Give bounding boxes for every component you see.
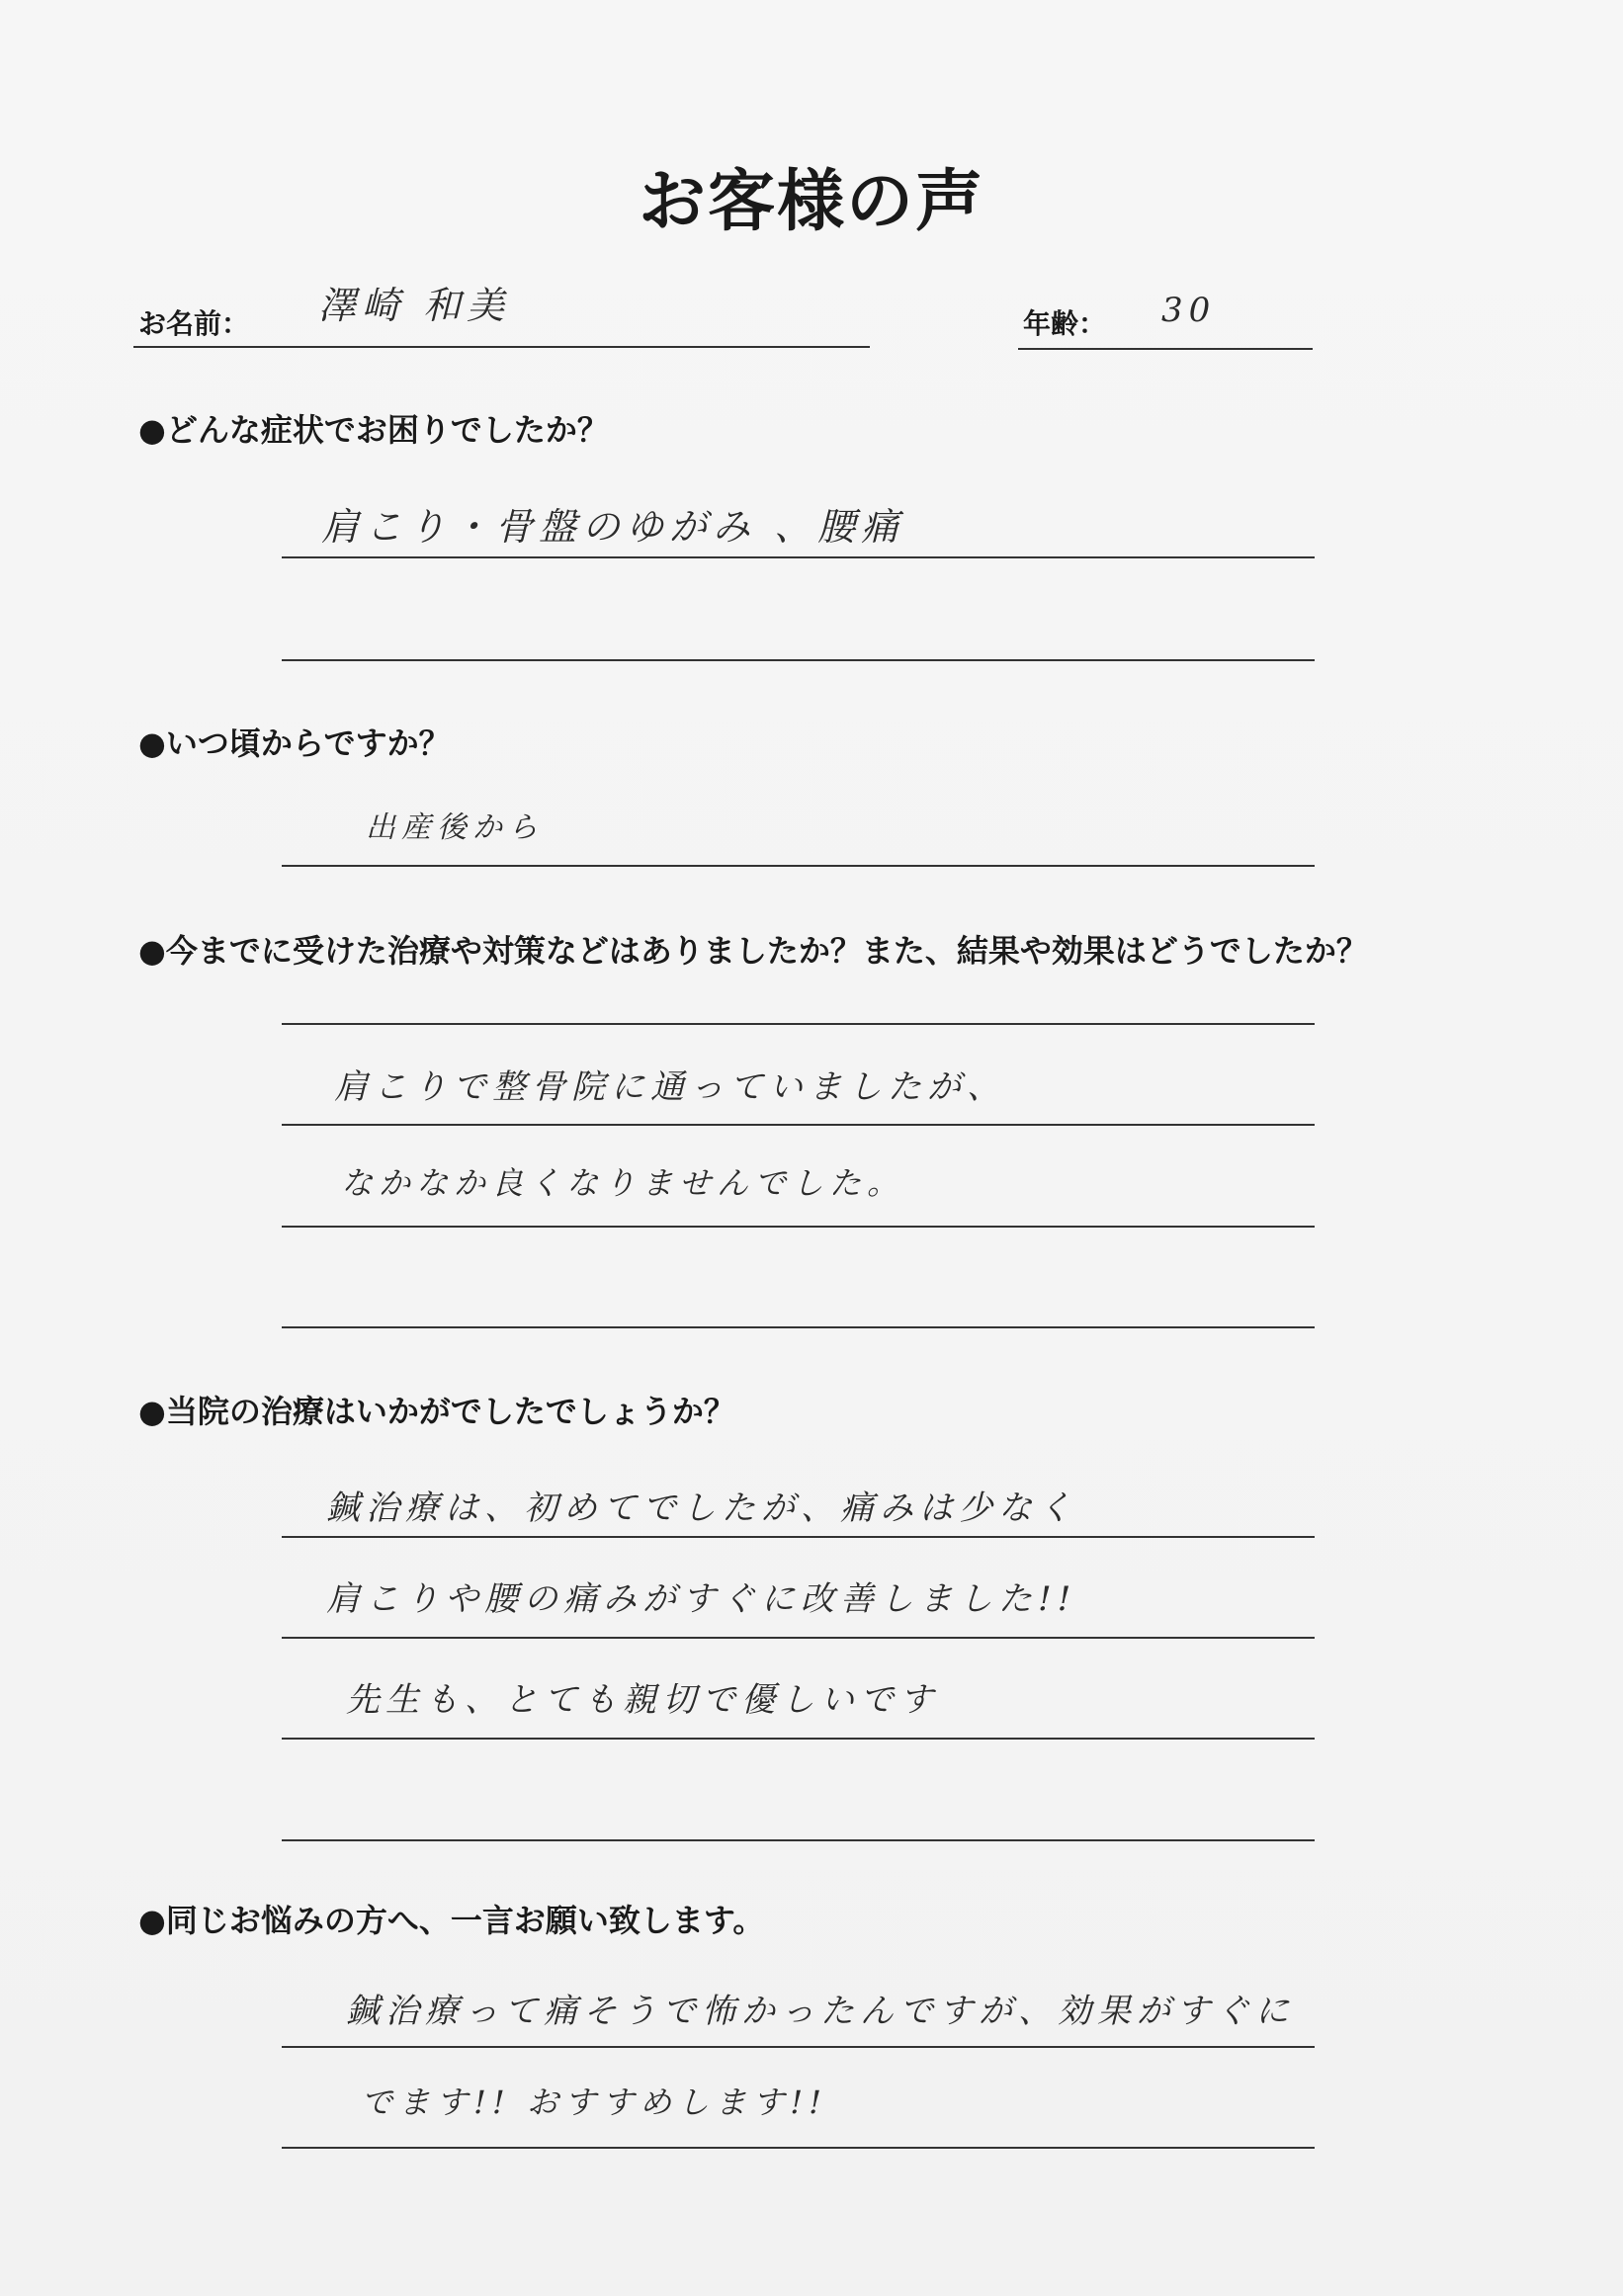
answer-line [282,1839,1315,1841]
name-label: お名前： [138,307,250,340]
question-previous-treatment: ●今までに受けた治療や対策などはありましたか？また、結果や効果はどうでしたか？ [138,932,1368,970]
answer-line [282,1536,1315,1538]
question-our-treatment: ●当院の治療はいかがでしたでしょうか？ [138,1393,735,1430]
answer-our-treatment-3: 先生も、とても親切で優しいです [346,1680,939,1720]
answer-line [282,1023,1315,1025]
age-label: 年齢： [1023,307,1107,340]
age-line [1018,348,1313,350]
answer-line [282,1326,1315,1328]
name-line [133,346,870,348]
answer-line [282,1738,1315,1740]
answer-line [282,1226,1315,1228]
answer-line [282,2046,1315,2048]
page-title: お客様の声 [638,163,984,241]
answer-line [282,1124,1315,1126]
question-since-when: ●いつ頃からですか？ [138,724,451,762]
answer-symptoms-1: 肩こり・骨盤のゆがみ 、腰痛 [321,505,905,549]
answer-line [282,659,1315,661]
answer-our-treatment-2: 肩こりや腰の痛みがすぐに改善しました!! [326,1579,1077,1619]
name-value: 澤崎 和美 [318,284,511,327]
answer-line [282,1637,1315,1639]
question-symptoms: ●どんな症状でお困りでしたか？ [138,411,609,449]
answer-previous-treatment-1: 肩こりで整骨院に通っていましたが、 [334,1067,1006,1107]
answer-message-2: でます!! おすすめします!! [361,2083,827,2121]
question-message: ●同じお悩みの方へ、一言お願い致します。 [138,1902,765,1939]
answer-previous-treatment-2: なかなか良くなりませんでした。 [341,1164,905,1202]
answer-line [282,865,1315,867]
age-value: 30 [1161,291,1217,330]
answer-our-treatment-1: 鍼治療は、初めてでしたが、痛みは少なく [326,1488,1077,1528]
answer-since-when-1: 出産後から [366,810,544,845]
answer-message-1: 鍼治療って痛そうで怖かったんですが、効果がすぐに [346,1992,1295,2031]
answer-line [282,556,1315,558]
answer-line [282,2147,1315,2149]
